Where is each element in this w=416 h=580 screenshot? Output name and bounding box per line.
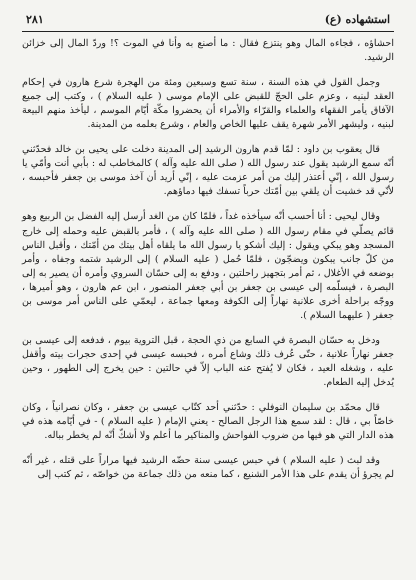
chapter-title: استشهاده (ع) bbox=[324, 12, 390, 26]
header-divider bbox=[22, 31, 394, 32]
paragraph-2: وجمل القول في هذه السنة ، سنة تسع وسبعين ومئة من الهجرة شرع هارون في إحكام العقد لبنيه ، وعزم على الحجّ للقبض على الإمام موسى ( عليه السلام ) ، وكتب إلى جميع الآفاق يأمر الفقهاء والعلماء والقرّاء والأمراء أن يحضروا مكّة أيّام الموسم ، ليأخذ منهم البيعة لبنيه ، وليشهر الأمر شهرة يقف عليها الخاص والعام ، وشرع بعلمه من المدينة. bbox=[22, 77, 394, 131]
page-number: ٢٨١ bbox=[26, 12, 44, 26]
paragraph-1: احشاؤه ، فجاءه المال وهو ينتزع فقال : ما أصنع به وأنا في الموت ؟! وردّ المال إلى خزائن الرشيد. bbox=[22, 38, 394, 64]
paragraph-5: ودخل به حسّان البصرة في السابع من ذي الحجة ، قبل التروية بيوم ، فدفعه إلى عيسى بن جعفر نهاراً علانية ، حتّى عُرف ذلك وشاع أمره ، فحبسه عيسى في إحدى حجرات بيته وأقفل عليه ، وشغله العيد ، فكان لا يُفتح عنه الباب إلاّ في حالتين : حين يخرج إلى الطهور ، وحين يُدخل إليه الطعام. bbox=[22, 334, 394, 388]
paragraph-3: قال يعقوب بن داود : لمّا قدم هارون الرشيد إلى المدينة دخلت على يحيى بن خالد فحدّثني أنّه سمع الرشيد يقول عند رسول الله ( صلى الله عليه وآله ) كالمخاطب له : بأبي أنت وأمّي يا رسول الله ، إنّي أعتذر إليك من أمر عزمت عليه ، إنّي أريد أن آخذ موسى بن جعفر فأحبسه ، لأنّي قد خشيت أن يلقي بين أمّتك حرباً تسفك فيها دماؤهم. bbox=[22, 144, 394, 198]
running-header bbox=[22, 10, 394, 28]
paragraph-7: وقد لبث ( عليه السلام ) في حبس عيسى سنة حضّه الرشيد فيها مراراً على قتله ، غير أنّه لم يجرؤ أن يقدم على هذا الأمر الشنيع ، كما منعه من ذلك جماعة من خواصّه ، ثم كتب إلى bbox=[22, 455, 394, 481]
page-body bbox=[22, 37, 394, 482]
paragraph-6: قال محمّد بن سليمان النوفلي : حدّثني أحد كتّاب عيسى بن جعفر ، وكان نصرانياً ، وكان خاصّاً بي ، قال : لقد سمع هذا الرجل الصالح - يعني الإمام ( عليه السلام ) - في أيّامه هذه في هذه الدار التي هو فيها من ضروب الفواحش والمناكير ما أعلم ولا أشكّ أنّه لم يخطر بباله. bbox=[22, 402, 394, 442]
paragraph-4: وقال ليحيى : أنا أحسب أنّه سيأخذه غداً ، فلمّا كان من الغد أرسل إليه الفضل بن الربيع وهو قائم يصلّي في مقام رسول الله ( صلى الله عليه وآله ) ، فأمر بالقبض عليه وحمله إلى خارج المسجد وهو يبكي ويقول : إليك أشكو يا رسول الله ما يلقاه أهل بيتك من أمّتك ، وأقبل الناس من كلّ جانب يبكون ويضجّون ، فلمّا حُمل ( عليه السلام ) إلى الرشيد شتمه وجفاه ، وأمر بوضعه في الأغلال ، ثم أمر بتجهيز راحلتين ، ودفع به إلى حسّان السروي وأمره أن يصير به إلى البصرة ، فيسلّمه إلى عيسى بن جعفر بن أبي جعفر المنصور ، ابن عم هارون ، وهو أميرها ، ووجّه براحلة أخرى علانية نهاراً إلى الكوفة ومعها جماعة ، ليعمّي على الناس أمر موسى بن جعفر ( عليهما السلام ). bbox=[21, 211, 394, 321]
